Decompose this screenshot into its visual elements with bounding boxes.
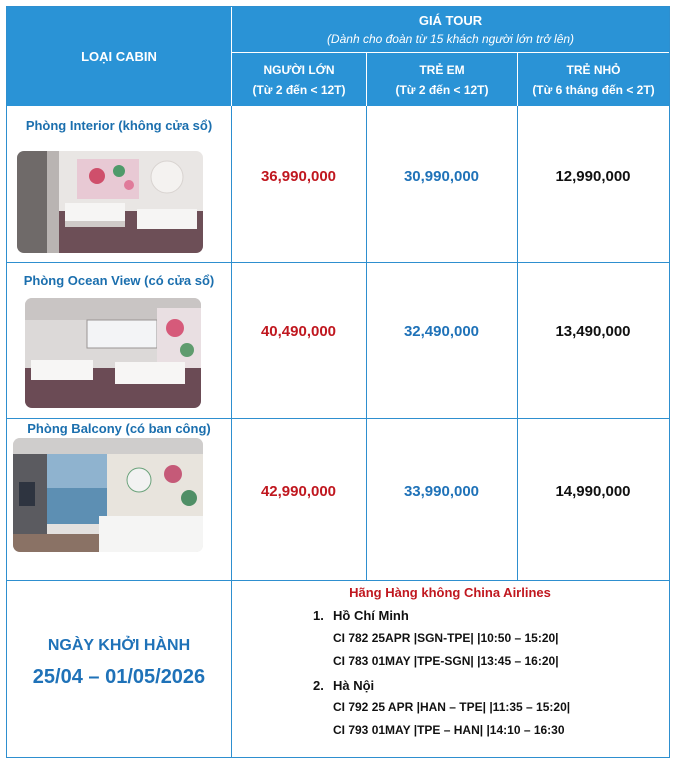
room-name-interior: Phòng Interior (không cửa sổ) [25, 118, 213, 133]
price-infant-balcony: 14,990,000 [555, 483, 631, 500]
header-col-child [367, 53, 517, 106]
flight-line: CI 783 01MAY |TPE-SGN| |13:45 – 16:20| [333, 654, 559, 668]
departure-label: NGÀY KHỞI HÀNH [47, 637, 191, 654]
route-city-hcm: Hồ Chí Minh [333, 608, 409, 623]
grid-line [7, 580, 669, 581]
flight-line: CI 792 25 APR |HAN – TPE| |11:35 – 15:20| [333, 700, 571, 714]
price-adult-interior: 36,990,000 [260, 168, 337, 185]
cabin-balcony-image [13, 438, 203, 552]
header-group-note: (Dành cho đoàn từ 15 khách người lớn trở lên) [326, 32, 575, 46]
header-tour-price-label: GIÁ TOUR [418, 13, 483, 28]
room-photo-interior [17, 151, 203, 253]
header-col-infant-range: (Từ 6 tháng đến < 2T) [532, 82, 655, 97]
route-number-1: 1. [313, 608, 324, 623]
price-child-ocean-view: 32,490,000 [403, 323, 480, 340]
departure-dates: 25/04 – 01/05/2026 [32, 666, 206, 688]
route-number-2: 2. [313, 678, 324, 693]
header-col-adult [232, 53, 366, 106]
price-table [6, 6, 670, 758]
room-photo-ocean-view [25, 298, 201, 408]
airline-title: Hãng Hàng không China Airlines [349, 585, 551, 600]
flight-line: CI 782 25APR |SGN-TPE| |10:50 – 15:20| [333, 631, 559, 645]
header-cabin-type [7, 7, 231, 106]
cabin-ocean-view-image [25, 298, 201, 408]
header-col-child-range: (Từ 2 đến < 12T) [395, 82, 489, 97]
price-child-balcony: 33,990,000 [403, 483, 480, 500]
header-col-adult-name: NGƯỜI LỚN [263, 62, 335, 77]
cabin-interior-image [17, 151, 203, 253]
route-city-hanoi: Hà Nội [333, 678, 375, 693]
header-col-infant-name: TRẺ NHỎ [566, 62, 621, 77]
price-infant-interior: 12,990,000 [555, 168, 631, 185]
flight-line: CI 793 01MAY |TPE – HAN| |14:10 – 16:30 [333, 723, 565, 737]
price-adult-balcony: 42,990,000 [260, 483, 337, 500]
price-child-interior: 30,990,000 [403, 168, 480, 185]
header-cabin-type-label: LOẠI CABIN [81, 49, 157, 64]
room-name-balcony: Phòng Balcony (có ban công) [27, 421, 211, 436]
price-adult-ocean-view: 40,490,000 [260, 323, 337, 340]
header-tour-price [232, 7, 669, 52]
header-col-adult-range: (Từ 2 đến < 12T) [252, 82, 346, 97]
price-infant-ocean-view: 13,490,000 [555, 323, 631, 340]
room-name-ocean-view: Phòng Ocean View (có cửa sổ) [23, 273, 215, 288]
header-col-child-name: TRẺ EM [419, 62, 465, 77]
grid-line [7, 262, 669, 263]
grid-line [231, 106, 232, 757]
room-photo-balcony [13, 438, 203, 552]
header-col-infant [518, 53, 669, 106]
grid-line [7, 418, 669, 419]
